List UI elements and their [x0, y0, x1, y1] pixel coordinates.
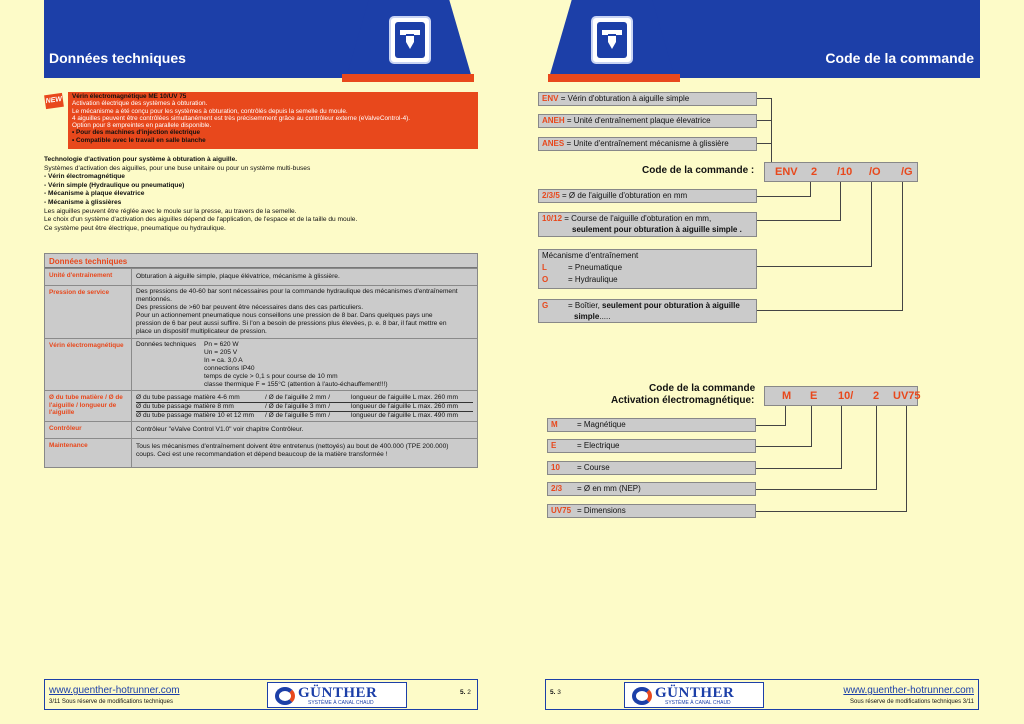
code-part: 2: [811, 166, 818, 178]
section-paragraph: Ce système peut être électrique, pneumatique ou hydraulique.: [44, 224, 226, 232]
brand-name: GÜNTHER: [655, 685, 735, 701]
order-code-example: [764, 162, 918, 182]
section-intro: Systèmes d'activation des aiguilles, pour une buse unitaire ou pour un système multi-buses: [44, 164, 311, 172]
code-part: ENV: [775, 166, 798, 178]
option-title: Mécanisme d'entraînement: [542, 251, 639, 260]
value-line: In = ca. 3,0 A: [204, 357, 243, 365]
new-badge: NEW: [44, 93, 64, 109]
row-value: [131, 286, 477, 338]
needle-diameter: / Ø de l'aiguille 2 mm /: [265, 394, 331, 401]
option-key: ANES: [542, 139, 565, 148]
option-text: = Magnétique: [577, 420, 626, 429]
tech-item: - Mécanisme à plaque élevatrice: [44, 190, 145, 198]
tube-diameter: Ø du tube passage matière 8 mm: [136, 403, 234, 410]
row-label: Unité d'entraînement: [49, 272, 113, 279]
new-box-bullet: • Pour des machines d'injection électrique: [72, 129, 201, 137]
tube-diameter: Ø du tube passage matière 10 et 12 mm: [136, 412, 255, 419]
table-row: [45, 268, 477, 285]
option-key: 10/12: [542, 214, 563, 223]
brand-tagline: SYSTÈME À CANAL CHAUD: [665, 700, 731, 706]
code-part: 10/: [838, 390, 854, 402]
option-text: = Ø de l'aiguille d'obturation en mm: [562, 191, 688, 200]
website-link[interactable]: www.guenther-hotrunner.com: [843, 685, 974, 696]
guenther-logo-icon: [632, 687, 652, 705]
footer-note: 3/11 Sous réserve de modifications techniques: [49, 699, 173, 705]
option-text: = Boîtier,: [568, 301, 600, 310]
footer-left: [44, 679, 478, 710]
connector-line: [771, 98, 772, 163]
em-option-dimensions: [547, 504, 756, 518]
value-line: classe thermique F = 155°C (attention à l'auto-échauffement!!!): [204, 381, 388, 389]
order-code-label: Activation électromagnétique:: [611, 395, 755, 406]
guenther-logo-icon: [275, 687, 295, 705]
new-box-title: Vérin électromagnétique ME 10/UV 75: [72, 93, 187, 100]
website-link[interactable]: www.guenther-hotrunner.com: [49, 685, 180, 696]
connector-line: [810, 182, 811, 197]
connector-line: [756, 489, 877, 490]
value-line: pression de 6 bar peut aussi suffire. Si l'on a besoin de pressions plus élevées, p. e. 8 bar, il faut mettre en: [136, 320, 447, 328]
order-code-label: Code de la commande :: [642, 165, 755, 176]
section-paragraph: Les aiguilles peuvent être réglée avec le moule sur la presse, au travers de la semelle.: [44, 207, 297, 215]
order-option-env: [538, 92, 757, 106]
option-text: = Course de l'aiguille d'obturation en mm,: [564, 214, 712, 223]
option-key: O: [542, 275, 549, 284]
value-line: Obturation à aiguille simple, plaque élévatrice, mécanisme à glissière.: [136, 273, 340, 280]
option-key: 2/3: [551, 484, 563, 493]
row-value: [131, 269, 477, 285]
option-text-bold: seulement pour obturation à aiguille simple .: [572, 225, 742, 234]
em-option-diameter: [547, 482, 756, 496]
connector-line: [811, 406, 812, 447]
option-text: .....: [599, 312, 611, 321]
needle-length: longueur de l'aiguille L max. 490 mm: [351, 412, 458, 419]
new-box-bullet: • Compatible avec le travail en salle blanche: [72, 136, 206, 144]
page-number-left: [460, 689, 471, 696]
table-row: [45, 421, 477, 438]
section-paragraph: Le choix d'un système d'activation des aiguilles dépend de l'application, de l'espace et de la taille du moule.: [44, 216, 358, 224]
table-row: [45, 438, 477, 467]
option-key: 2/3/5: [542, 191, 560, 200]
tech-item: - Vérin électromagnétique: [44, 173, 125, 181]
new-box-line: 4 aiguilles peuvent être contrôlées simultanément est très précisemment grâce au contrôleur externe (eValveControl-4).: [72, 114, 411, 122]
code-part: 2: [873, 390, 880, 402]
order-code-label: Code de la commande: [649, 383, 756, 394]
em-option-e: [547, 439, 756, 453]
order-code-electromagnetic: [764, 386, 921, 406]
option-key: ANEH: [542, 116, 565, 125]
table-row: [45, 390, 477, 421]
order-option-housing: [538, 299, 757, 323]
order-option-stroke: [538, 212, 757, 237]
option-key: 10: [551, 463, 560, 472]
connector-line: [756, 468, 842, 469]
connector-line: [871, 182, 872, 267]
option-key: M: [551, 420, 558, 429]
value-line: Des pressions de >60 bar peuvent être nécessaires dans des cas particuliers.: [136, 304, 364, 312]
em-option-m: [547, 418, 756, 432]
connector-line: [757, 196, 811, 197]
option-text: = Hydraulique: [568, 275, 618, 284]
option-text: = Ø en mm (NEP): [577, 484, 641, 493]
value-line: Pn = 620 W: [204, 341, 239, 348]
value-line: Pour un actionnement pneumatique nous conseillons une pression de 8 bar. Dans quelques pays une: [136, 312, 433, 320]
row-value: [131, 391, 477, 421]
connector-line: [841, 406, 842, 469]
brand-name: GÜNTHER: [298, 685, 378, 701]
new-box-line: Le mécanisme a été conçu pour les systèmes à obturation, contrôlés depuis la semelle du moule.: [72, 107, 348, 115]
page-chapter: 5.: [460, 689, 466, 696]
option-text: = Electrique: [577, 441, 620, 450]
row-label: Pression de service: [49, 289, 110, 296]
row-value: [131, 422, 477, 438]
connector-line: [906, 406, 907, 512]
row-label: Ø du tube matière / Ø de l'aiguille / longueur de l'aiguille: [49, 394, 123, 416]
needle-diameter: / Ø de l'aiguille 5 mm /: [265, 412, 331, 419]
right-accent-strip: [548, 74, 680, 82]
order-option-aneh: [538, 114, 757, 128]
tech-item: - Mécanisme à glissières: [44, 198, 122, 206]
page-index: 2: [465, 689, 471, 696]
order-option-needle-diameter: [538, 189, 757, 203]
connector-line: [757, 120, 771, 121]
row-label: Maintenance: [49, 442, 88, 449]
connector-line: [902, 182, 903, 311]
code-part: E: [810, 390, 818, 402]
table-title: Données techniques: [45, 254, 477, 268]
option-text: = Unité d'entraînement plaque élevatrice: [566, 116, 711, 125]
tech-item: - Vérin simple (Hydraulique ou pneumatique): [44, 181, 185, 189]
option-text: = Vérin d'obturation à aiguille simple: [560, 94, 690, 103]
connector-line: [756, 446, 812, 447]
page-chapter: 5.: [550, 689, 556, 696]
option-key: L: [542, 263, 547, 272]
page-number-right: [550, 689, 561, 696]
connector-line: [876, 406, 877, 490]
value-line: Contrôleur "eValve Control V1.0" voir chapitre Contrôleur.: [136, 426, 304, 433]
value-line: mentionnés.: [136, 296, 172, 304]
technology-section: [44, 156, 484, 233]
code-part: UV75: [893, 390, 921, 402]
option-text-bold: simple: [574, 312, 600, 321]
page-index: 3: [555, 689, 561, 696]
order-option-anes: [538, 137, 757, 151]
code-part: M: [782, 390, 792, 402]
option-text: = Unite d'entraînement mécanisme à glissière: [566, 139, 729, 148]
value-line: coups. Ceci est une recommandation et dépend beaucoup de la matière transformée !: [136, 451, 388, 459]
connector-line: [840, 182, 841, 221]
connector-line: [756, 425, 786, 426]
option-text: = Dimensions: [577, 506, 626, 515]
new-box-line: Activation électrique des systèmes à obturation.: [72, 100, 208, 108]
connector-line: [757, 266, 872, 267]
option-text: = Course: [577, 463, 610, 472]
option-text: = Pneumatique: [568, 263, 623, 272]
needle-length: longueur de l'aiguille L max. 260 mm: [351, 394, 458, 401]
guenther-emblem-left: [389, 16, 431, 64]
row-label: Contrôleur: [49, 425, 82, 432]
footer-note: Sous réserve de modifications techniques 3/11: [850, 699, 974, 705]
page-title-right: Code de la commande: [825, 50, 974, 66]
row-label: Vérin électromagnétique: [49, 342, 124, 349]
left-accent-strip: [342, 74, 474, 82]
new-product-box: [68, 92, 478, 149]
connector-line: [757, 98, 771, 99]
row-value: [131, 339, 477, 390]
needle-length: longueur de l'aiguille L max. 260 mm: [351, 403, 458, 410]
page-title-left: Données techniques: [49, 50, 186, 66]
value-prefix: Données techniques: [136, 341, 197, 348]
connector-line: [785, 406, 786, 426]
table-row: [45, 338, 477, 390]
value-line: Des pressions de 40-60 bar sont nécessaires pour la commande hydraulique des mécanismes d'entraînement: [136, 288, 458, 295]
section-heading: Technologie d'activation pour système à obturation à aiguille.: [44, 156, 238, 163]
option-key: ENV: [542, 94, 559, 103]
option-text-bold: seulement pour obturation à aiguille: [602, 301, 740, 310]
connector-line: [757, 143, 771, 144]
order-option-drive-mechanism: [538, 249, 757, 289]
table-row: [45, 285, 477, 338]
option-key: G: [542, 301, 549, 310]
guenther-logo-left: [267, 682, 407, 708]
value-line: connections IP40: [204, 365, 255, 373]
needle-diameter: / Ø de l'aiguille 3 mm /: [265, 403, 331, 410]
new-box-line: Option pour 8 empreintes en parallele disponible.: [72, 122, 212, 130]
value-line: temps de cycle > 0,1 s pour course de 10 mm: [204, 373, 338, 381]
em-option-stroke: [547, 461, 756, 475]
code-part: /G: [901, 166, 913, 178]
connector-line: [757, 220, 841, 221]
guenther-emblem-right: [591, 16, 633, 64]
code-part: /O: [869, 166, 881, 178]
connector-line: [757, 310, 903, 311]
value-line: Un = 205 V: [204, 349, 238, 357]
option-key: UV75: [551, 506, 572, 515]
code-part: /10: [837, 166, 853, 178]
option-key: E: [551, 441, 557, 450]
row-value: [131, 439, 477, 467]
tube-diameter: Ø du tube passage matière 4-6 mm: [136, 394, 240, 401]
technical-data-table: [44, 253, 478, 468]
brand-tagline: SYSTÈME À CANAL CHAUD: [308, 700, 374, 706]
guenther-logo-right: [624, 682, 764, 708]
value-line: Tous les mécanismes d'entraînement doivent être entretenus (nettoyés) au bout de 400.000 (TPE 200.000): [136, 443, 449, 450]
connector-line: [756, 511, 907, 512]
value-line: place un dispositif multiplicateur de pression.: [136, 328, 267, 336]
